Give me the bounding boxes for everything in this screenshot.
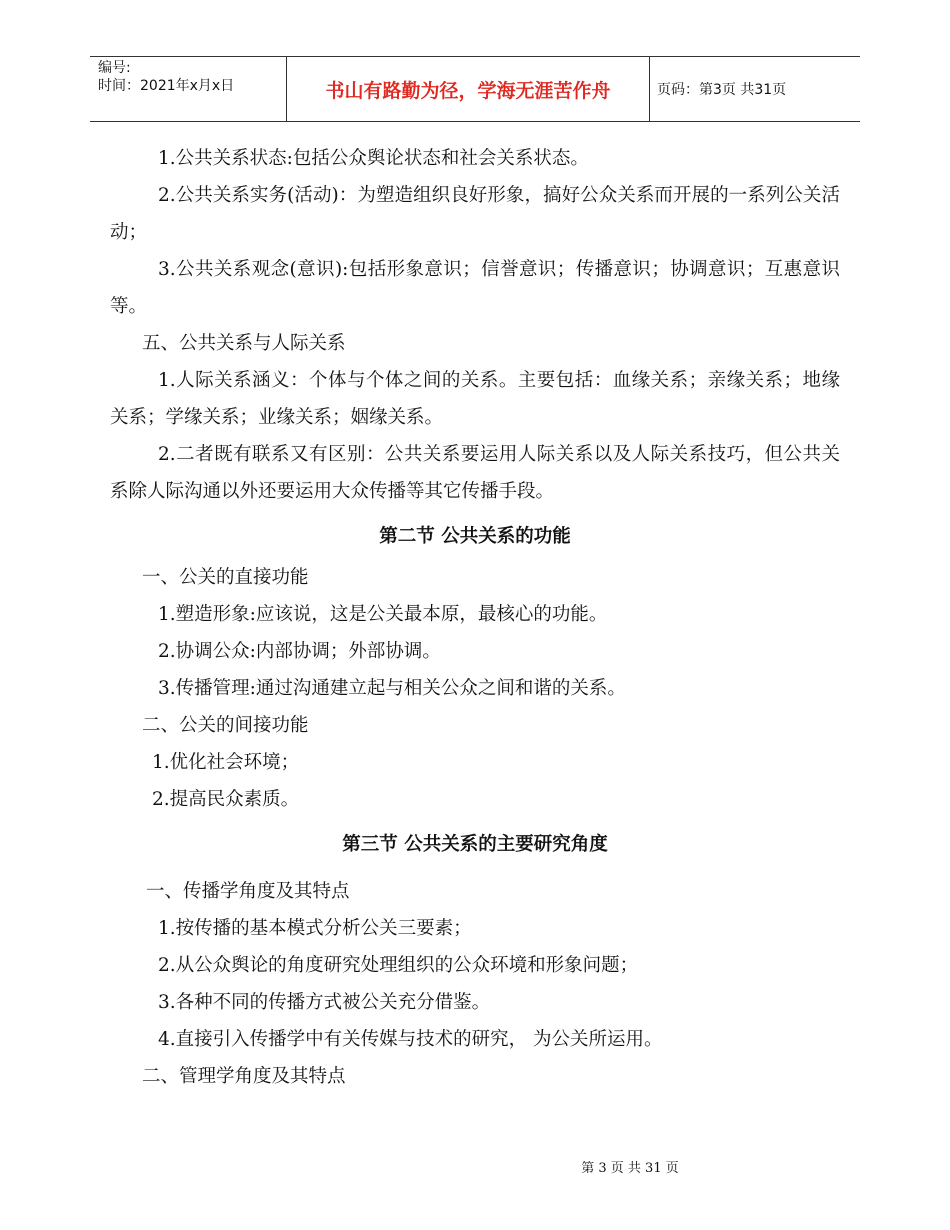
header-meta	[98, 59, 283, 95]
page-footer: 第 3 页 共 31 页	[581, 1161, 679, 1176]
list-item: 3.传播管理:通过沟通建立起与相关公众之间和谐的关系。	[158, 678, 626, 699]
chapter-section-title: 第三节 公共关系的主要研究角度	[342, 834, 608, 855]
list-item: 2.提高民众素质。	[152, 789, 300, 810]
page-header	[90, 56, 860, 122]
paragraph: 2.公共关系实务(活动)：为塑造组织良好形象，搞好公众关系而开展的一系列公关活动；	[110, 185, 840, 243]
paragraph: 1.人际关系涵义：个体与个体之间的关系。主要包括：血缘关系；亲缘关系；地缘关系；学缘关系；业缘关系；姻缘关系。	[110, 370, 840, 428]
paragraph: 2.二者既有联系又有区别：公共关系要运用人际关系以及人际关系技巧，但公共关系除人际沟通以外还要运用大众传播等其它传播手段。	[110, 444, 840, 502]
list-item: 4.直接引入传播学中有关传媒与技术的研究， 为公关所运用。	[158, 1029, 663, 1050]
document-body	[110, 140, 840, 1095]
section-heading: 二、公关的间接功能	[142, 715, 309, 736]
section-heading: 一、传播学角度及其特点	[146, 881, 350, 902]
list-item: 1.按传播的基本模式分析公关三要素；	[158, 918, 472, 939]
section-heading: 一、公关的直接功能	[142, 567, 309, 588]
chapter-section-title: 第二节 公共关系的功能	[379, 526, 571, 547]
list-item: 1.塑造形象:应该说，这是公关最本原，最核心的功能。	[158, 604, 608, 625]
header-page-info: 页码：第3页 共31页	[657, 82, 787, 98]
document-time: 时间：2021年x月x日	[98, 78, 235, 94]
list-item: 3.各种不同的传播方式被公关充分借鉴。	[158, 992, 491, 1013]
paragraph: 1.公共关系状态:包括公众舆论状态和社会关系状态。	[158, 148, 589, 169]
document-number-label: 编号:	[98, 60, 131, 76]
section-heading: 五、公共关系与人际关系	[142, 333, 346, 354]
header-motto: 书山有路勤为径，学海无涯苦作舟	[286, 57, 650, 121]
section-heading: 二、管理学角度及其特点	[142, 1066, 346, 1087]
list-item: 1.优化社会环境；	[152, 752, 300, 773]
list-item: 2.从公众舆论的角度研究处理组织的公众环境和形象问题；	[158, 955, 639, 976]
paragraph: 3.公共关系观念(意识):包括形象意识；信誉意识；传播意识；协调意识；互惠意识等。	[110, 259, 840, 317]
list-item: 2.协调公众:内部协调；外部协调。	[158, 641, 441, 662]
